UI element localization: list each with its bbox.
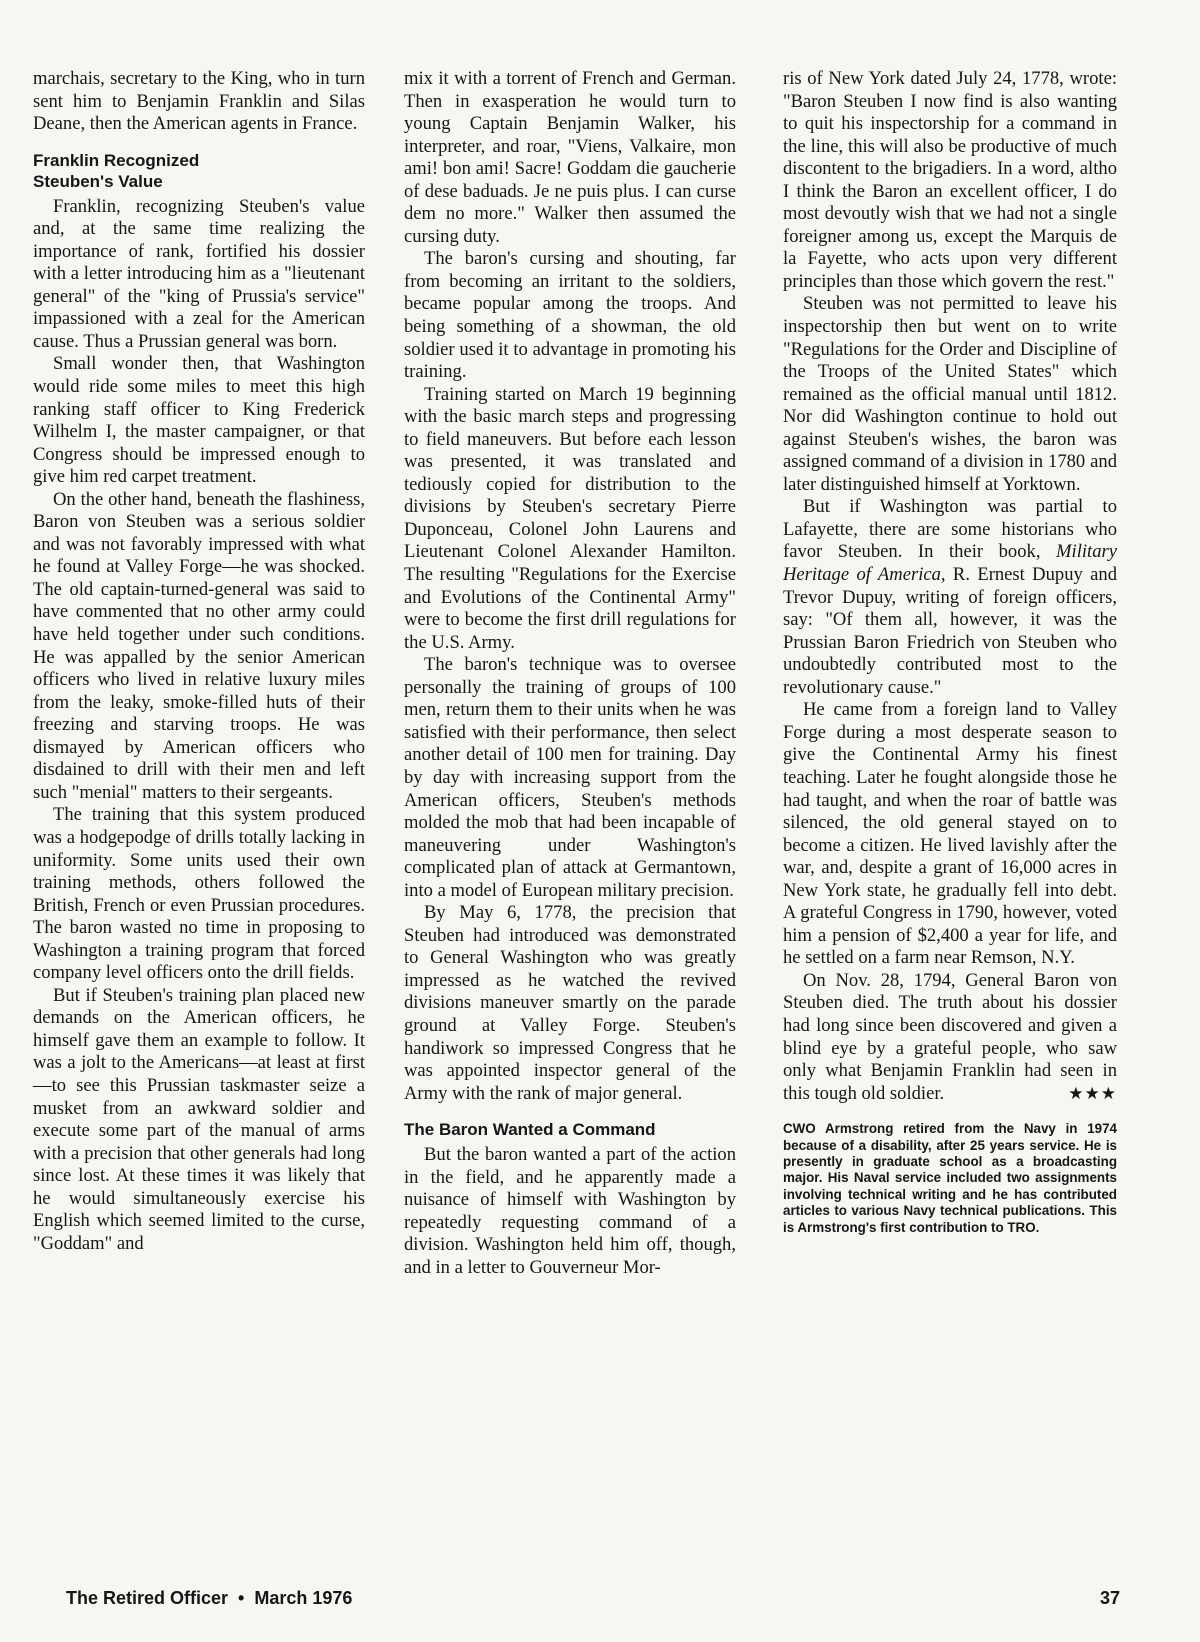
paragraph xyxy=(783,496,1117,699)
paragraph: By May 6, 1778, the precision that Steuben had introduced was demonstrated to General Washington who was greatly impressed as he watched the revived divisions maneuver smartly on the parade ground at Valley Forge. Steuben's handiwork so impressed Congress that he was appointed inspector general of the Army with the rank of major general. xyxy=(404,902,736,1104)
paragraph: On the other hand, beneath the flashiness, Baron von Steuben was a serious soldier and was not favorably impressed with what he found at Valley Forge—he was shocked. The old captain-turned-general was said to have commented that no other army could have held together under such conditions. He was appalled by the senior American officers who lived in relative luxury miles from the leaky, smoke-filled huts of their freezing and starving troops. He was dismayed by American officers who disdained to drill with their men and left such "menial" matters to their sergeants. xyxy=(33,488,365,803)
paragraph: mix it with a torrent of French and German. Then in exasperation he would turn to young Captain Benjamin Walker, his interpreter, and roar, "Viens, Valkaire, mon ami! bon ami! Sacre! Goddam die gaucherie of dese baduads. Je ne puis plus. I can curse dem no more." Walker then assumed the cursing duty. xyxy=(404,68,736,247)
paragraph xyxy=(783,970,1117,1105)
paragraph: But the baron wanted a part of the action in the field, and he apparently made a nuisance of himself with Washington by repeatedly requesting command of a division. Washington held him off, though, and in a letter to Gouverneur Mor- xyxy=(404,1144,736,1278)
column-1 xyxy=(33,68,365,1255)
section-heading xyxy=(33,150,365,192)
page-number: 37 xyxy=(1099,1588,1120,1608)
paragraph: Small wonder then, that Washington would ride some miles to meet this high ranking staff officer to King Frederick Wilhelm I, the master campaigner, or that Congress should be impressed enough to give him red carpet treatment. xyxy=(33,353,365,488)
paragraph: But if Steuben's training plan placed new demands on the American officers, he himself gave them an example to follow. It was a jolt to the Americans—at least at first —to see this Prussian taskmaster seize a musket from an awkward soldier and execute some part of the manual of arms with a precision that other generals had long since lost. At these times it was likely that he would simultaneously exercise his English which seemed limited to the curse, "Goddam" and xyxy=(33,984,365,1254)
paragraph: marchais, secretary to the King, who in turn sent him to Benjamin Franklin and Silas Deane, then the American agents in France. xyxy=(33,68,365,135)
heading-line: Steuben's Value xyxy=(33,171,163,191)
paragraph: He came from a foreign land to Valley Forge during a most desperate season to give the Continental Army his finest teaching. Later he fought alongside those he had taught, and when the roar of battle was silenced, the old general stayed on to become a citizen. He lived lavishly after the war, and, despite a grant of 16,000 acres in New York state, he gradually fell into debt. A grateful Congress in 1790, however, voted him a pension of $2,400 a year for life, and he settled on a farm near Remson, N.Y. xyxy=(783,699,1117,969)
text-run: On Nov. 28, 1794, General Baron von Steuben died. The truth about his dossier had long since been discovered and given a blind eye by a grateful people, who saw only what Benjamin Franklin had seen in this tough old soldier. xyxy=(783,969,1117,1104)
page-footer xyxy=(66,1588,1120,1609)
paragraph: The training that this system produced was a hodgepodge of drills totally lacking in uniformity. Some units used their own training methods, others followed the British, French or even Prussian procedures. The baron wasted no time in proposing to Washington a training program that forced company level officers onto the drill fields. xyxy=(33,804,365,984)
footer-separator: • xyxy=(238,1588,245,1608)
text-run: R. Ernest Dupuy and Trevor Dupuy, writing of foreign officers, say: "Of them all, however, it was the Prussian Baron Friedrich von Steuben who undoubtedly contributed most to the revolutionary cause." xyxy=(783,564,1117,698)
section-heading: The Baron Wanted a Command xyxy=(404,1120,656,1140)
text-run: But if Washington was partial to Lafayette, there are some historians who favor Steuben. In their book, xyxy=(783,496,1117,563)
publication-name: The Retired Officer xyxy=(66,1588,229,1608)
heading-line: Franklin Recognized xyxy=(33,150,200,170)
paragraph: The baron's cursing and shouting, far from becoming an irritant to the soldiers, became popular among the troops. And being something of a showman, the old soldier used it to advantage in promoting his training. xyxy=(404,248,736,383)
paragraph: The baron's technique was to oversee personally the training of groups of 100 men, return them to their units when he was satisfied with their performance, then select another detail of 100 men for training. Day by day with increasing support from the American officers, Steuben's methods molded the mob that had been incapable of maneuvering under Washington's complicated plan of attack at Germantown, into a model of European military precision. xyxy=(404,654,736,901)
issue-date: March 1976 xyxy=(254,1588,353,1608)
paragraph: ris of New York dated July 24, 1778, wrote: "Baron Steuben I now find is also wanting to quit his inspectorship for a command in the line, this will also be productive of much discontent to the brigadiers. In a word, altho I think the Baron an excellent officer, I do most devoutly wish that we had not a single foreigner among us, except the Marquis de la Fayette, who acts upon very different principles than those which govern the rest." xyxy=(783,68,1117,292)
book-title: Military Heritage of America, xyxy=(783,541,1117,586)
author-bio: CWO Armstrong retired from the Navy in 1974 because of a disability, after 25 years service. He is presently in graduate school as a broadcasting major. His Naval service included two assignments involving technical writing and he has contributed articles to various Navy technical publications. This is Armstrong's first contribution to TRO. xyxy=(783,1121,1117,1235)
column-3 xyxy=(783,68,1117,1236)
column-2 xyxy=(404,68,736,1279)
paragraph: Steuben was not permitted to leave his inspectorship then but went on to write "Regulations for the Order and Discipline of the Troops of the United States" which remained as the official manual until 1812. Nor did Washington continue to hold out against Steuben's wishes, the baron was assigned command of a division in 1780 and later distinguished himself at Yorktown. xyxy=(783,293,1117,495)
end-mark-stars-icon: ★★★ xyxy=(1068,1083,1117,1103)
paragraph: Training started on March 19 beginning with the basic march steps and progressing to field maneuvers. But before each lesson was presented, it was translated and tediously copied for distribution to the divisions by Steuben's secretary Pierre Duponceau, Colonel John Laurens and Lieutenant Colonel Alexander Hamilton. The resulting "Regulations for the Exercise and Evolutions of the Continental Army" were to become the first drill regulations for the U.S. Army. xyxy=(404,383,736,653)
paragraph: Franklin, recognizing Steuben's value and, at the same time realizing the importance of rank, fortified his dossier with a letter introducing him as a "lieutenant general" of the "king of Prussia's service" impassioned with a zeal for the American cause. Thus a Prussian general was born. xyxy=(33,195,365,352)
